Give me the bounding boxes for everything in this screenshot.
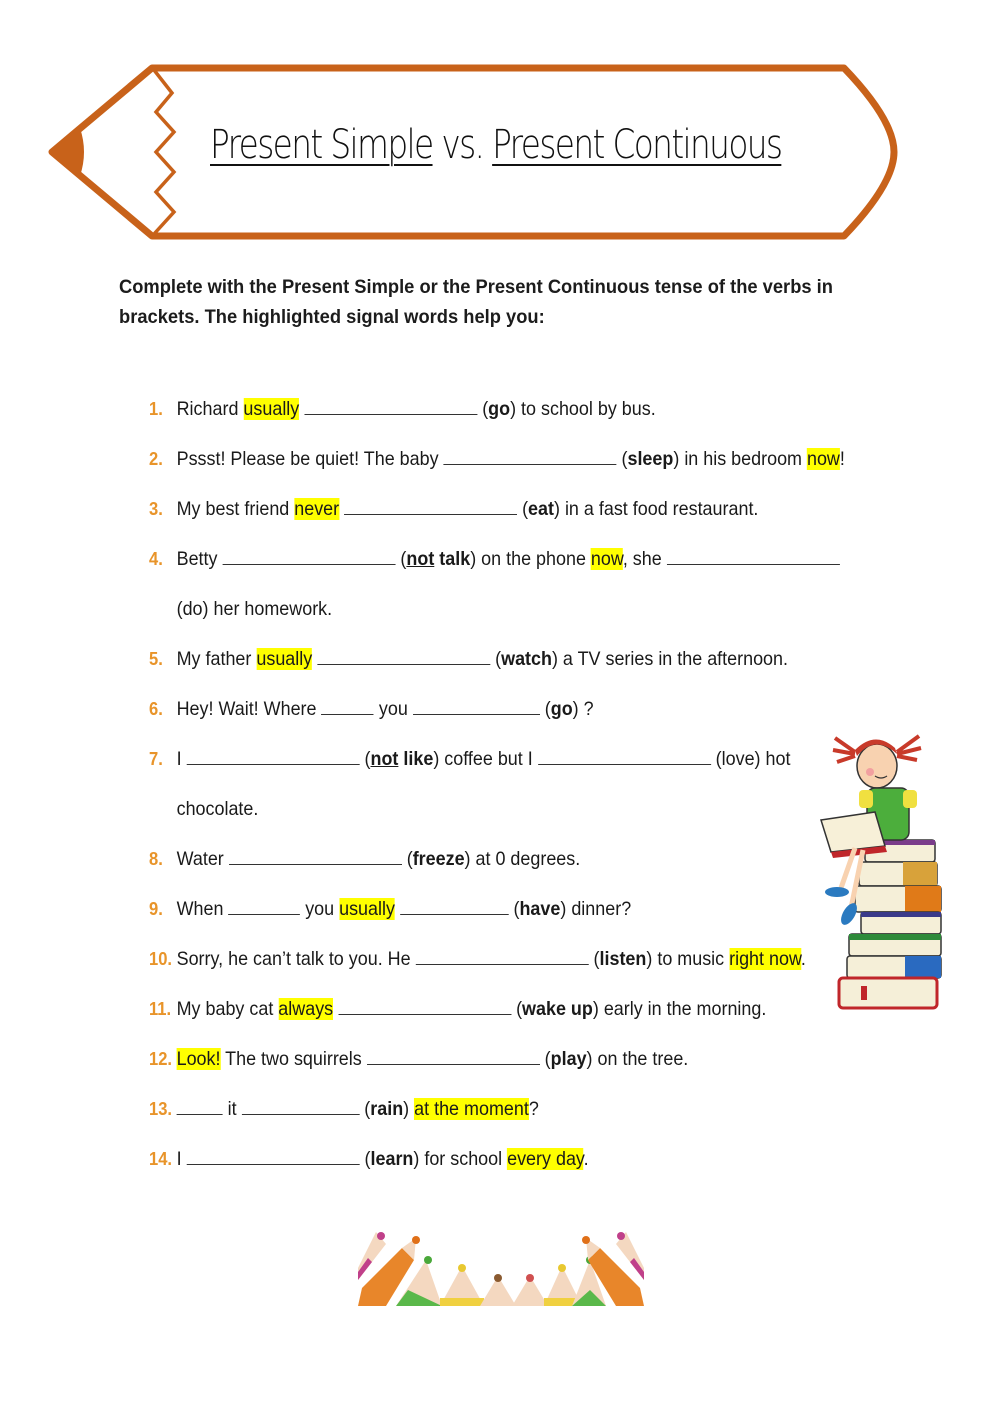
signal-word: now — [590, 548, 623, 570]
signal-word: usually — [243, 398, 300, 420]
text: ) coffee but I — [433, 748, 538, 770]
text: . — [800, 948, 806, 970]
signal-word: usually — [256, 648, 313, 670]
answer-blank[interactable] — [177, 1100, 223, 1115]
text: ( — [359, 1148, 371, 1170]
exercise-list — [149, 384, 909, 1184]
verb: like — [398, 748, 434, 770]
text: it — [222, 1098, 242, 1120]
verb: wake up — [522, 998, 593, 1020]
exercise-item-14 — [149, 1134, 848, 1184]
text: The two squirrels — [220, 1048, 367, 1070]
text: ) in a fast food restaurant. — [553, 498, 759, 520]
answer-blank[interactable] — [444, 450, 617, 465]
exercise-item-3 — [149, 484, 848, 534]
exercise-item-4-continuation — [149, 584, 848, 634]
text: ( — [508, 898, 520, 920]
text: ) for school — [413, 1148, 508, 1170]
exercise-item-12 — [149, 1034, 848, 1084]
item-number: 7. — [149, 749, 163, 769]
page-title — [210, 122, 781, 168]
answer-blank[interactable] — [321, 700, 373, 715]
item-number: 10. — [149, 949, 173, 969]
text: ) in his bedroom — [673, 448, 807, 470]
answer-blank[interactable] — [367, 1050, 540, 1065]
text: I — [176, 748, 187, 770]
answer-blank[interactable] — [538, 750, 711, 765]
verb: watch — [501, 648, 552, 670]
verb: learn — [370, 1148, 414, 1170]
verb: have — [519, 898, 561, 920]
signal-word: now — [806, 448, 840, 470]
text: (do) her homework. — [176, 598, 333, 620]
text: you — [300, 898, 340, 920]
verb-negation: not — [370, 748, 399, 770]
text: ( — [359, 1098, 371, 1120]
item-number: 4. — [149, 549, 163, 569]
signal-word: at the moment — [414, 1098, 529, 1120]
text: ( — [401, 848, 413, 870]
text: ( — [490, 648, 502, 670]
text: Richard — [176, 398, 244, 420]
text: ( — [511, 998, 523, 1020]
item-number: 9. — [149, 899, 163, 919]
answer-blank[interactable] — [304, 400, 477, 415]
colored-pencils-decoration — [356, 1228, 646, 1308]
item-number: 6. — [149, 699, 163, 719]
text: ) a TV series in the afternoon. — [551, 648, 788, 670]
exercise-item-5 — [149, 634, 848, 684]
exercise-item-9 — [149, 884, 848, 934]
text: ) on the phone — [470, 548, 591, 570]
text: chocolate. — [176, 798, 259, 820]
item-number: 5. — [149, 649, 163, 669]
verb: go — [488, 398, 511, 420]
verb: talk — [434, 548, 471, 570]
text: ( — [588, 948, 600, 970]
answer-blank[interactable] — [344, 500, 517, 515]
text: ( — [539, 1048, 551, 1070]
text: Pssst! Please be quiet! The baby — [176, 448, 444, 470]
signal-word: every day — [507, 1148, 584, 1170]
verb: rain — [370, 1098, 404, 1120]
text: My father — [176, 648, 257, 670]
verb-negation: not — [406, 548, 435, 570]
verb: eat — [528, 498, 554, 520]
text: ! — [839, 448, 845, 470]
exercise-item-7-continuation — [149, 784, 848, 834]
item-number: 3. — [149, 499, 163, 519]
text: you — [373, 698, 413, 720]
title-present-continuous: Present Continuous — [492, 122, 782, 168]
text: My baby cat — [176, 998, 279, 1020]
text: ( — [359, 748, 371, 770]
text: When — [176, 898, 229, 920]
answer-blank[interactable] — [242, 1100, 360, 1115]
exercise-item-11 — [149, 984, 848, 1034]
text: ) at 0 degrees. — [464, 848, 581, 870]
text: Betty — [176, 548, 223, 570]
text: ) on the tree. — [586, 1048, 689, 1070]
answer-blank[interactable] — [222, 550, 395, 565]
signal-word: Look! — [176, 1048, 221, 1070]
colored-pencils-icon — [356, 1228, 646, 1308]
answer-blank[interactable] — [667, 550, 840, 565]
exercise-item-1 — [149, 384, 848, 434]
verb: freeze — [412, 848, 465, 870]
item-number: 11. — [149, 999, 172, 1019]
answer-blank[interactable] — [229, 850, 402, 865]
text: ? — [528, 1098, 539, 1120]
text: , she — [622, 548, 667, 570]
item-number: 14. — [149, 1149, 173, 1169]
text: ) dinner? — [560, 898, 632, 920]
text: (love) hot — [710, 748, 791, 770]
text: ) to school by bus. — [510, 398, 656, 420]
exercise-item-7 — [149, 734, 848, 784]
item-number: 1. — [149, 399, 163, 419]
girl-on-books-icon — [815, 728, 955, 1018]
text: ) early in the morning. — [592, 998, 767, 1020]
text: ) — [403, 1098, 415, 1120]
text: . — [583, 1148, 589, 1170]
text: ) to music — [646, 948, 730, 970]
text: Hey! Wait! Where — [176, 698, 322, 720]
text: ( — [539, 698, 551, 720]
answer-blank[interactable] — [400, 900, 509, 915]
exercise-item-10 — [149, 934, 848, 984]
verb: listen — [599, 948, 647, 970]
text: Water — [176, 848, 229, 870]
title-vs: vs. — [441, 122, 484, 168]
answer-blank[interactable] — [228, 900, 300, 915]
item-number: 12. — [149, 1049, 173, 1069]
answer-blank[interactable] — [187, 1150, 360, 1165]
exercise-item-4 — [149, 534, 848, 584]
signal-word: always — [278, 998, 334, 1020]
girl-reading-illustration — [815, 728, 955, 1018]
text: ( — [395, 548, 407, 570]
text: ( — [477, 398, 489, 420]
text: I — [176, 1148, 187, 1170]
verb: go — [550, 698, 573, 720]
answer-blank[interactable] — [187, 750, 360, 765]
text: My best friend — [176, 498, 295, 520]
signal-word: never — [294, 498, 340, 520]
item-number: 2. — [149, 449, 163, 469]
verb: sleep — [627, 448, 674, 470]
verb: play — [550, 1048, 587, 1070]
exercise-item-2 — [149, 434, 848, 484]
item-number: 13. — [149, 1099, 173, 1119]
item-number: 8. — [149, 849, 163, 869]
exercise-item-13 — [149, 1084, 848, 1134]
instructions: Complete with the Present Simple or the Present Continuous tense of the verbs in brackets. The highlighted signal words help you: — [119, 276, 833, 328]
text: ( — [616, 448, 628, 470]
exercise-item-6 — [149, 684, 848, 734]
text: ( — [517, 498, 529, 520]
signal-word: usually — [339, 898, 395, 920]
text: Sorry, he can’t talk to you. He — [176, 948, 416, 970]
answer-blank[interactable] — [338, 1000, 511, 1015]
signal-word: right now — [729, 948, 801, 970]
answer-blank[interactable] — [416, 950, 589, 965]
exercise-item-8 — [149, 834, 848, 884]
answer-blank[interactable] — [317, 650, 490, 665]
answer-blank[interactable] — [413, 700, 540, 715]
title-present-simple: Present Simple — [210, 122, 433, 168]
text: ) ? — [572, 698, 594, 720]
